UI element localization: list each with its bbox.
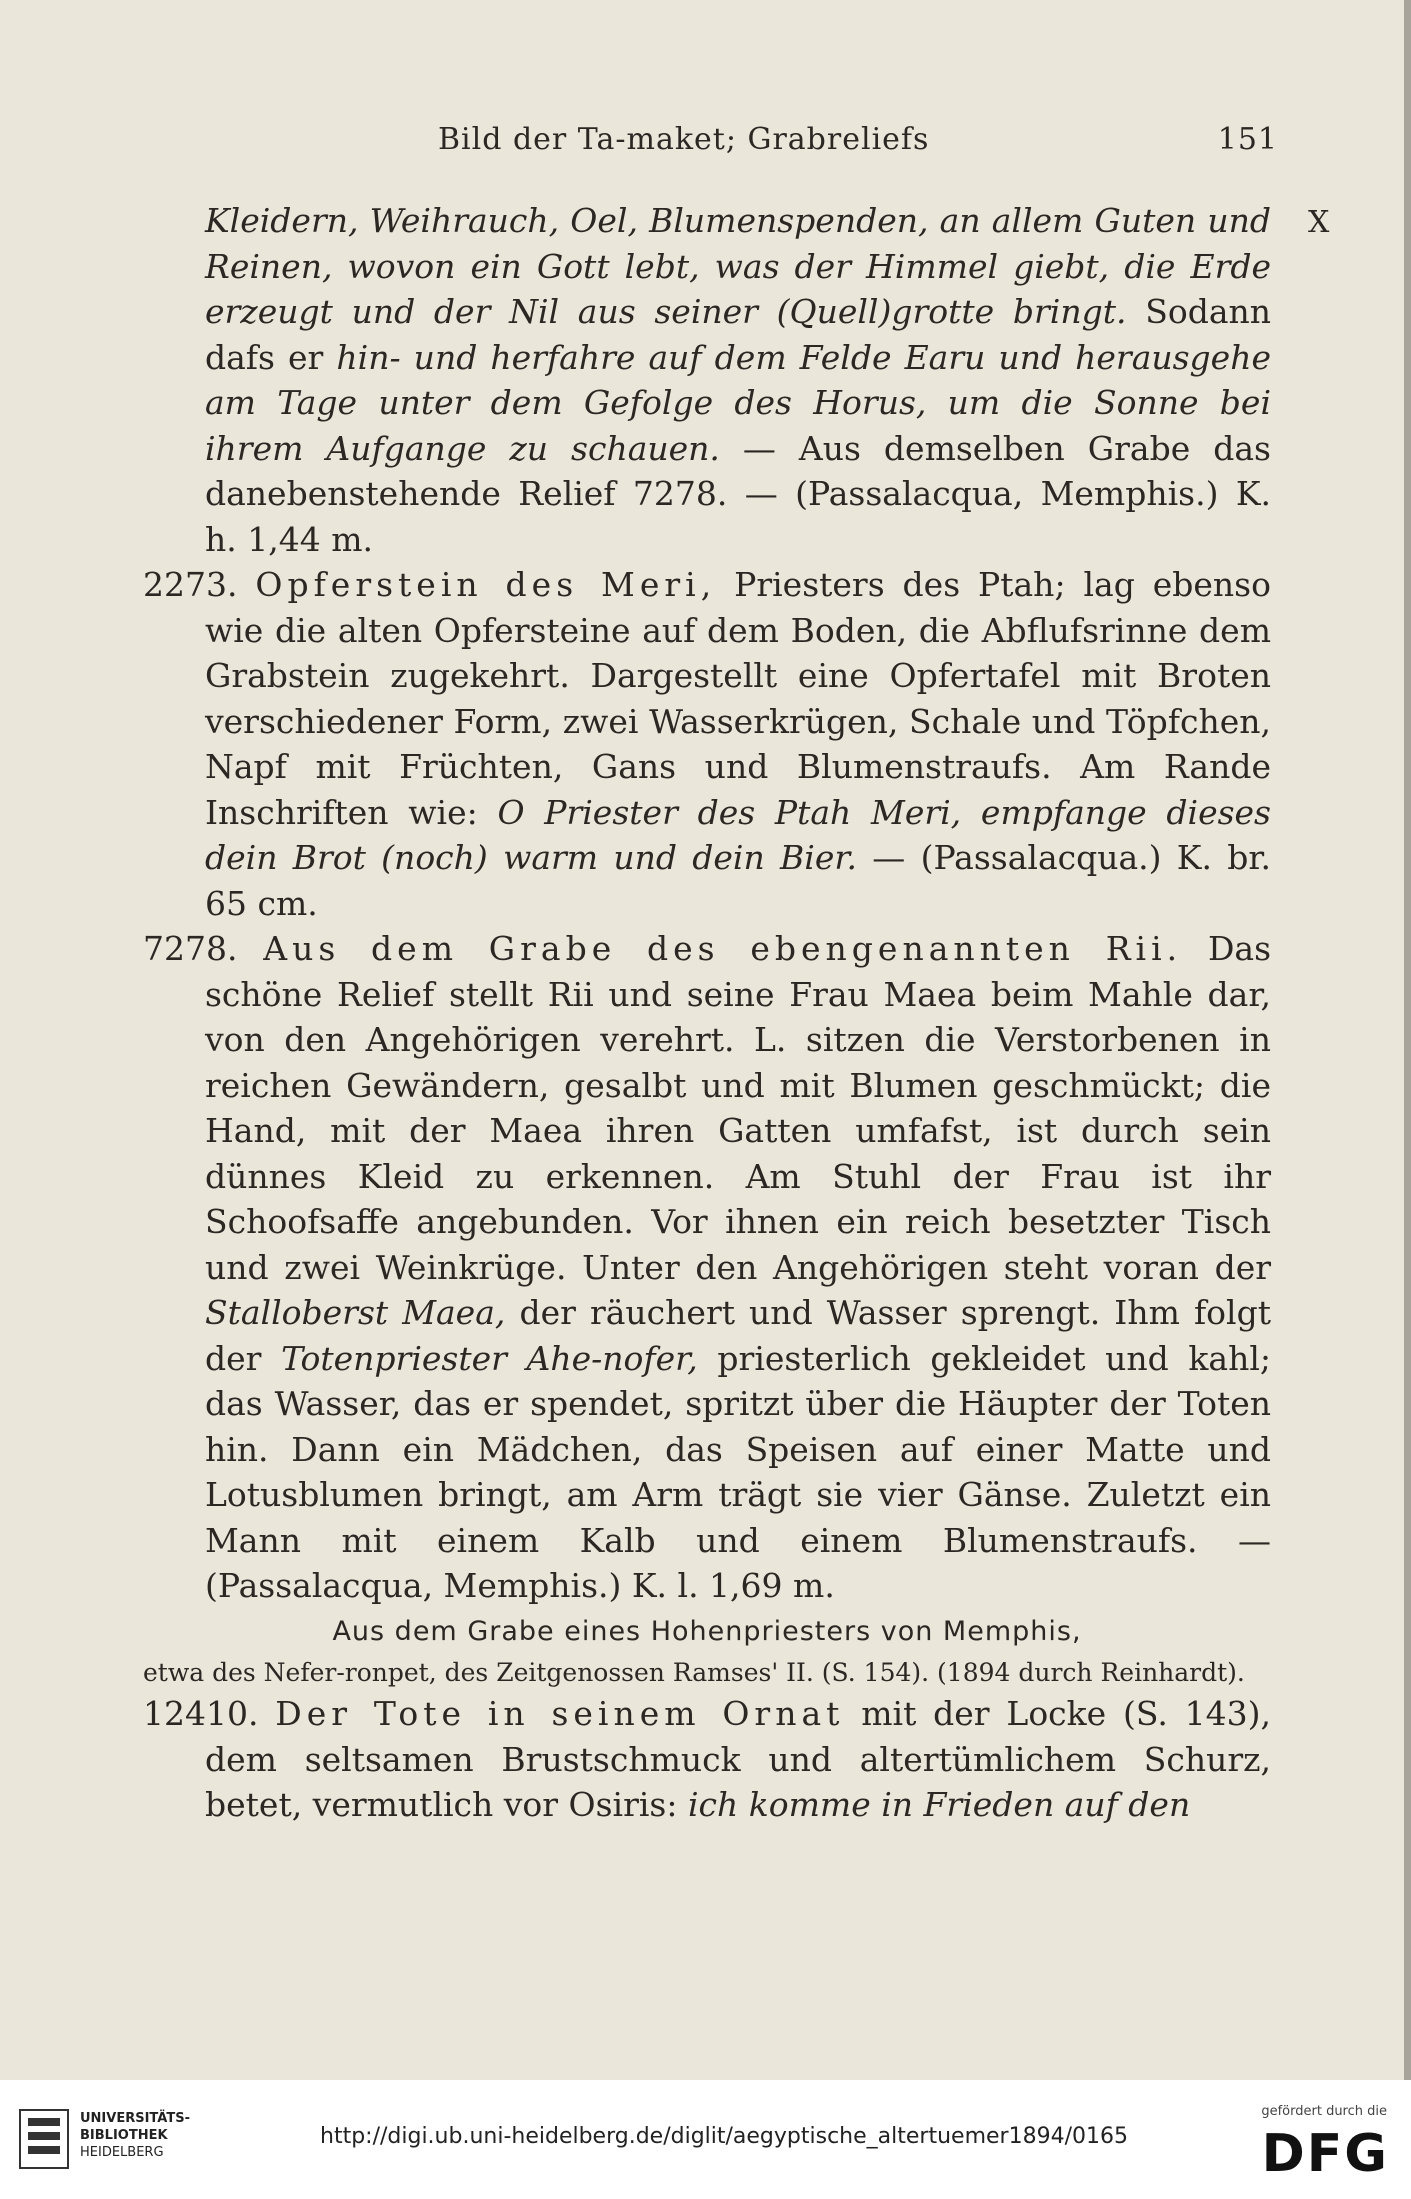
entry-number: 12410. bbox=[143, 1694, 259, 1733]
entry-number: 2273. bbox=[143, 565, 238, 604]
section-heading: Aus dem Grabe eines Hohenpriesters von Memphis, bbox=[332, 1615, 1082, 1647]
catalog-entry-12410 bbox=[143, 1691, 1271, 1828]
entry-text: mit der Locke (S. 143), dem seltsamen Brustschmuck und altertümlichem Schurz, betet, vermutlich vor Osiris: bbox=[205, 1694, 1271, 1824]
catalog-entry-2273 bbox=[143, 562, 1271, 926]
inscription-text: O Priester des Ptah Meri, empfange dieses dein Brot (noch) warm und dein Bier. bbox=[205, 792, 1271, 877]
entry-source: — (Passalacqua.) K. br. 65 cm. bbox=[205, 838, 1272, 923]
italic-text: hin- und herfahre auf dem Felde Earu und herausgehe am Tage unter dem Gefolge des Horus, um die Sonne bei ihrem Aufgange zu schauen. bbox=[205, 337, 1271, 468]
entry-text: Priesters des Ptah; lag ebenso wie die alten Opfersteine auf dem Boden, die Abflufsrinne dem Grabstein zugekehrt. Dargestellt eine Opfertafel mit Broten verschiedener Form, zwei Wasserkrügen, Schale und Töpfchen, Napf mit Früchten, Gans und Blumenstraufs. Am Rande Inschriften wie: bbox=[205, 565, 1271, 832]
library-logo-text bbox=[80, 2110, 190, 2161]
page-edge bbox=[1404, 0, 1411, 2080]
entry-text: Das schöne Relief stellt Rii und seine Frau Maea beim Mahle dar, von den Angehörigen verehrt. L. sitzen die Verstorbenen in reichen Gewändern, gesalbt und mit Blumen geschmückt; die Hand, mit der Maea ihren Gatten umfafst, ist durch sein dünnes Kleid zu erkennen. Am Stuhl der Frau ist ihr Schoofsaffe angebunden. Vor ihnen ein reich besetzter Tisch und zwei Weinkrüge. Unter den Angehörigen steht voran der bbox=[205, 929, 1272, 1287]
entry-title: Der Tote in seinem Ornat bbox=[275, 1694, 845, 1733]
digitization-footer bbox=[0, 2080, 1411, 2199]
running-header bbox=[438, 122, 1278, 157]
section-subheading: etwa des Nefer-ronpet, des Zeitgenossen Ramses' II. (S. 154). (1894 durch Reinhardt). bbox=[143, 1658, 1245, 1687]
dfg-logo: DFG bbox=[1261, 2124, 1389, 2184]
entry-text: priesterlich gekleidet und kahl; das Wasser, das er spendet, spritzt über die Häupter der Toten hin. Dann ein Mädchen, das Speisen auf einer Matte und Lotusblumen bringt, am Arm trägt sie vier Gänse. Zuletzt ein Mann mit einem Kalb und einem Blumenstraufs. — (Passalacqua, Memphis.) K. l. 1,69 m. bbox=[205, 1338, 1272, 1605]
logo-line: UNIVERSITÄTS- bbox=[80, 2111, 190, 2126]
entry-title: Aus dem Grabe des ebengenannten Rii. bbox=[263, 929, 1183, 968]
logo-line: HEIDELBERG bbox=[80, 2145, 164, 2160]
page-number: 151 bbox=[1217, 122, 1278, 157]
text: — Aus demselben Grabe das danebenstehende Relief 7278. — (Passalacqua, Memphis.) K. h. 1,44 m. bbox=[205, 428, 1271, 559]
paragraph-continuation bbox=[143, 198, 1271, 562]
header-title: Bild der Ta-maket; Grabreliefs bbox=[438, 122, 930, 157]
italic-text: Totenpriester Ahe-nofer, bbox=[281, 1338, 698, 1378]
source-url-link[interactable]: http://digi.ub.uni-heidelberg.de/diglit/aegyptische_altertuemer1894/0165 bbox=[320, 2124, 1128, 2149]
logo-line: BIBLIOTHEK bbox=[80, 2128, 168, 2143]
entry-text: der räuchert und Wasser sprengt. Ihm folgt der bbox=[205, 1293, 1271, 1378]
entry-title: Opferstein des Meri, bbox=[255, 565, 717, 604]
italic-text: ich komme in Frieden auf den bbox=[687, 1785, 1191, 1824]
italic-text: Kleidern, Weihrauch, Oel, Blumenspenden, an allem Guten und Reinen, wovon ein Gott lebt, was der Himmel giebt, die Erde erzeugt und der Nil aus seiner (Quell)grotte bringt. bbox=[205, 201, 1271, 331]
page-body bbox=[143, 198, 1271, 1828]
entry-number: 7278. bbox=[143, 929, 238, 968]
catalog-entry-7278 bbox=[143, 926, 1271, 1609]
margin-mark: X bbox=[1308, 205, 1330, 240]
italic-text: Stalloberst Maea, bbox=[205, 1293, 506, 1332]
funded-by-label: gefördert durch die bbox=[1261, 2104, 1387, 2119]
university-seal-icon bbox=[18, 2108, 70, 2170]
text: Sodann dafs er bbox=[205, 292, 1271, 377]
